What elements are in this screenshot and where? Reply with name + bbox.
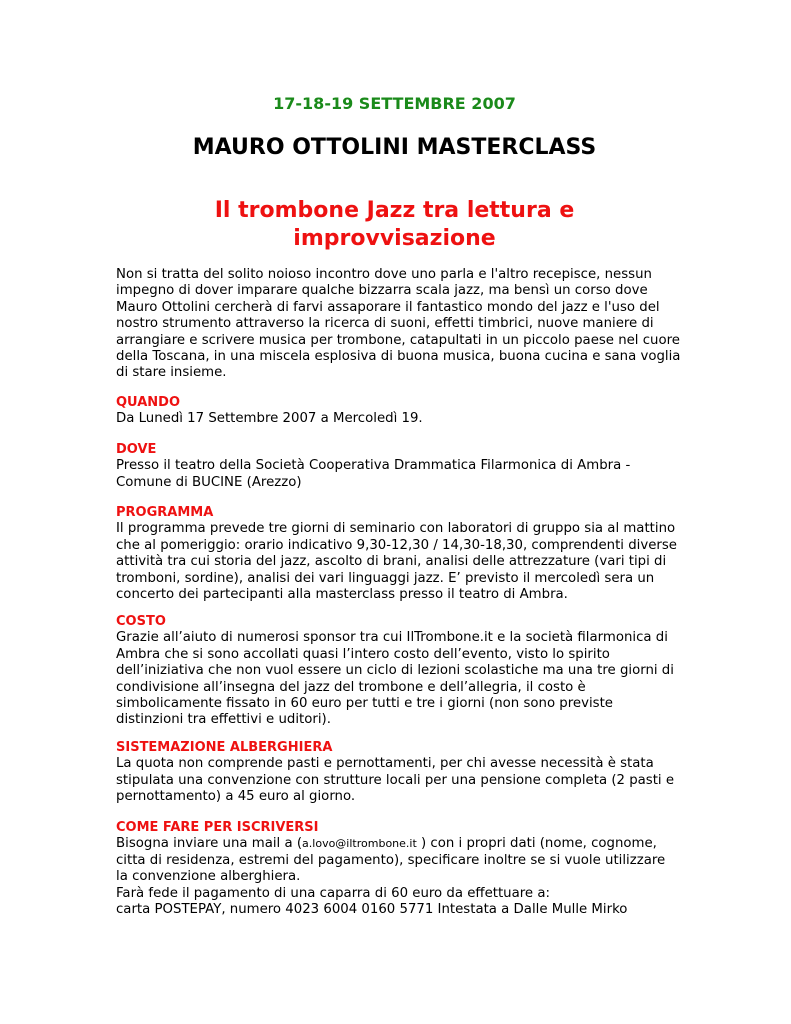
- dove-heading: DOVE: [116, 442, 157, 457]
- intro-text: Non si tratta del solito noioso incontro dove uno parla e l'altro recepisce, nessun impegno di dover imparare qualche bizzarra scala jazz, ma bensì un corso dove Mauro Ottolini cercherà di farvi assaporare il fantastico mondo del jazz e l'uso del nostro strumento attraverso la ricerca di suoni, effetti timbrici, nuove maniere di arrangiare e scrivere musica per trombone, catapultati in un piccolo paese nel cuore della Toscana, in una miscela esplosiva di buona musica, buona cucina e sana voglia di stare insieme.: [116, 267, 681, 381]
- iscrizione-line2: Farà fede il pagamento di una caparra di 60 euro da effettuare a:: [116, 885, 550, 901]
- email-link[interactable]: a.lovo@iltrombone.it: [302, 837, 417, 851]
- section-quando: [116, 395, 681, 428]
- intro-paragraph: [116, 267, 681, 382]
- costo-text: Grazie all’aiuto di numerosi sponsor tra cui IlTrombone.it e la società filarmonica di Ambra che si sono accollati quasi l’intero costo dell’evento, visto lo spirito dell’iniziativa che non vuol essere un ciclo di lezioni scolastiche ma una tre giorni di condivisione all’insegna del jazz del trombone e dell’allegria, il costo è simbolicamente fissato in 60 euro per tutti e tre i giorni (non sono previste distinzioni tra effettivi e uditori).: [116, 630, 674, 728]
- section-dove: [116, 442, 681, 491]
- iscrizione-text-after: ) con i propri dati (nome, cognome, citta di residenza, estremi del pagamento), specificare inoltre se si vuole utilizzare la convenzione alberghiera.: [116, 836, 666, 885]
- section-costo: [116, 614, 681, 729]
- section-programma: [116, 505, 681, 603]
- event-date: 17-18-19 SETTEMBRE 2007: [273, 94, 516, 113]
- quando-text: Da Lunedì 17 Settembre 2007 a Mercoledì 19.: [116, 411, 423, 427]
- quando-heading: QUANDO: [116, 395, 180, 410]
- section-iscrizione: [116, 820, 681, 918]
- page-title: MAURO OTTOLINI MASTERCLASS: [192, 135, 597, 160]
- iscrizione-line3: carta POSTEPAY, numero 4023 6004 0160 5771 Intestata a Dalle Mulle Mirko: [116, 902, 628, 918]
- section-sistemazione: [116, 740, 681, 806]
- programma-heading: PROGRAMMA: [116, 505, 214, 520]
- iscrizione-text-before: Bisogna inviare una mail a (: [116, 836, 303, 852]
- iscrizione-heading: COME FARE PER ISCRIVERSI: [116, 820, 319, 835]
- dove-text: Presso il teatro della Società Cooperativa Drammatica Filarmonica di Ambra - Comune di BUCINE (Arezzo): [116, 458, 631, 490]
- sistemazione-text: La quota non comprende pasti e pernottamenti, per chi avesse necessità è stata stipulata una convenzione con strutture locali per una pensione completa (2 pasti e pernottamento) a 45 euro al giorno.: [116, 756, 675, 805]
- page-subtitle: Il trombone Jazz tra lettura e improvvisazione: [214, 198, 575, 251]
- sistemazione-heading: SISTEMAZIONE ALBERGHIERA: [116, 740, 333, 755]
- costo-heading: COSTO: [116, 614, 166, 629]
- programma-text: Il programma prevede tre giorni di seminario con laboratori di gruppo sia al mattino che al pomeriggio: orario indicativo 9,30-12,30 / 14,30-18,30, comprendenti diverse attività tra cui storia del jazz, ascolto di brani, analisi delle attrezzature (vari tipi di tromboni, sordine), analisi dei vari linguaggi jazz. E’ previsto il mercoledì sera un concerto dei partecipanti alla masterclass presso il teatro di Ambra.: [116, 521, 677, 603]
- iscrizione-text: [116, 836, 681, 885]
